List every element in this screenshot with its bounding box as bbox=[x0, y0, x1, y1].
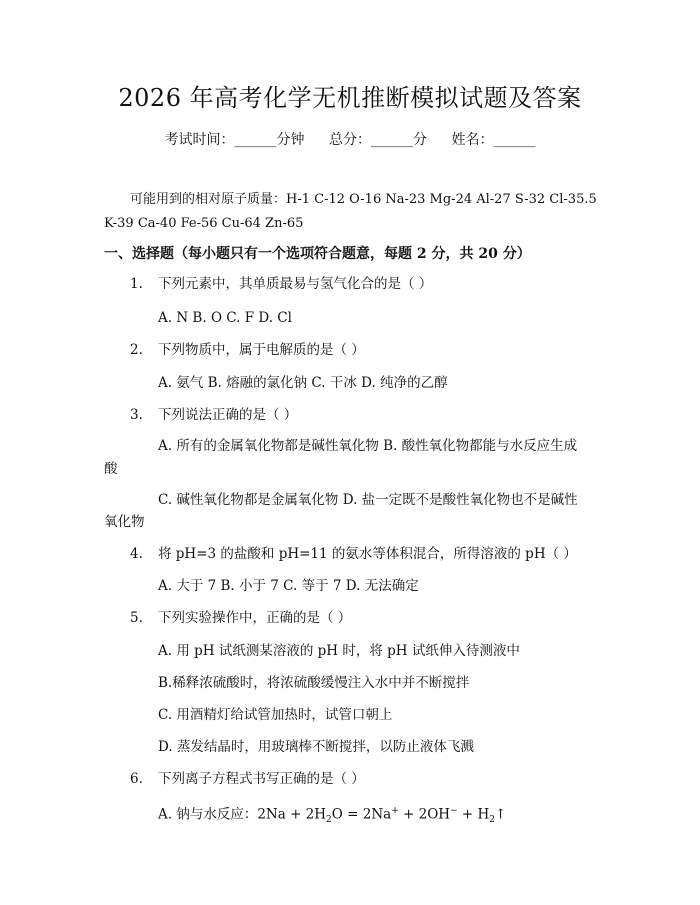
equation-part: + 2OH bbox=[398, 806, 451, 823]
superscript: + bbox=[391, 806, 399, 816]
question-number: 6. bbox=[130, 771, 143, 787]
total-score-label: 总分：______分 bbox=[329, 132, 427, 148]
exam-meta bbox=[0, 130, 700, 150]
question-number: 5. bbox=[130, 610, 143, 626]
student-name-label: 姓名：______ bbox=[451, 132, 536, 148]
question-number: 3. bbox=[130, 407, 143, 423]
question-text: 下列元素中，其单质最易与氢气化合的是（ ） bbox=[158, 276, 433, 292]
options-text: A. 大于 7 B. 小于 7 C. 等于 7 D. 无法确定 bbox=[158, 578, 419, 594]
options-text-wrap: 氧化物 bbox=[104, 514, 145, 530]
page-title: 2026 年高考化学无机推断模拟试题及答案 bbox=[118, 84, 582, 112]
atomic-mass-note: 可能用到的相对原子质量：H-1 C-12 O-16 Na-23 Mg-24 Al-27 S-32 Cl-35.5 K-39 Ca-40 Fe-56 Cu-64 Zn-65 bbox=[104, 192, 597, 231]
option-d-text: D. 蒸发结晶时，用玻璃棒不断搅拌，以防止液体飞溅 bbox=[158, 739, 474, 755]
question-text: 将 pH=3 的盐酸和 pH=11 的氨水等体积混合，所得溶液的 pH（ ） bbox=[158, 546, 577, 562]
options-text: A. 氨气 B. 熔融的氯化钠 C. 干冰 D. 纯净的乙醇 bbox=[158, 375, 448, 391]
options-text-wrap: 酸 bbox=[104, 461, 118, 477]
question-text: 下列离子方程式书写正确的是（ ） bbox=[158, 771, 365, 787]
section-heading-choice: 一、选择题（每小题只有一个选项符合题意，每题 2 分，共 20 分） bbox=[104, 246, 531, 262]
subscript: 2 bbox=[489, 815, 496, 826]
options-text: A. N B. O C. F D. Cl bbox=[158, 310, 292, 326]
question-number: 1. bbox=[130, 276, 143, 292]
option-c-text: C. 用酒精灯给试管加热时，试管口朝上 bbox=[158, 707, 393, 723]
option-a-text: A. 用 pH 试纸测某溶液的 pH 时，将 pH 试纸伸入待测液中 bbox=[158, 643, 520, 659]
question-number: 2. bbox=[130, 342, 143, 358]
question-number: 4. bbox=[130, 546, 143, 562]
option-a-equation bbox=[158, 800, 506, 831]
superscript: − bbox=[450, 806, 458, 816]
gas-arrow: ↑ bbox=[495, 806, 507, 823]
question-text: 下列物质中，属于电解质的是（ ） bbox=[158, 342, 365, 358]
options-text: C. 碱性氧化物都是金属氧化物 D. 盐一定既不是酸性氧化物也不是碱性 bbox=[158, 492, 578, 508]
equation-part: O = 2Na bbox=[331, 806, 392, 823]
options-text: A. 所有的金属氧化物都是碱性氧化物 B. 酸性氧化物都能与水反应生成 bbox=[158, 438, 578, 454]
option-b-text: B.稀释浓硫酸时，将浓硫酸缓慢注入水中并不断搅拌 bbox=[158, 675, 470, 691]
equation-part: + H bbox=[457, 806, 490, 823]
question-text: 下列说法正确的是（ ） bbox=[158, 407, 298, 423]
equation-part: A. 钠与水反应：2Na + 2H bbox=[158, 806, 327, 823]
exam-time-label: 考试时间：______分钟 bbox=[164, 132, 305, 148]
subscript: 2 bbox=[326, 815, 332, 826]
question-text: 下列实验操作中，正确的是（ ） bbox=[158, 610, 352, 626]
